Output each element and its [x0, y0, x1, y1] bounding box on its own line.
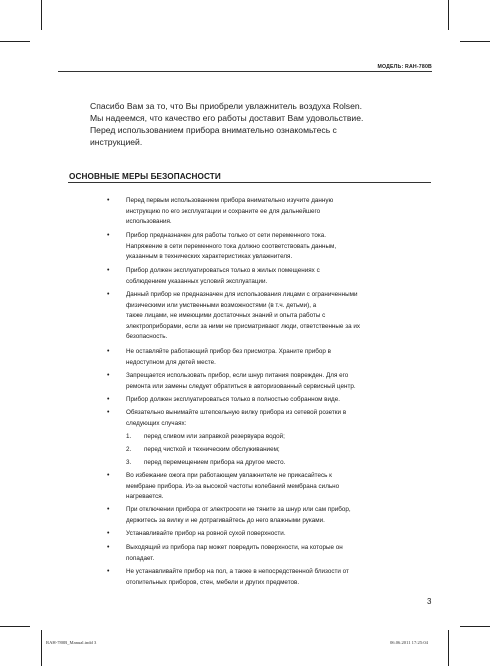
- bullet: •: [107, 506, 110, 513]
- list-item-line: Прибор должен эксплуатироваться только в жилых помещениях с: [126, 267, 320, 274]
- footer-datetime: 06.06.2011 17:25:04: [390, 640, 428, 645]
- list-item-line: указанным в технических характеристиках увлажнителя.: [126, 253, 293, 261]
- list-item-line: Перед первым использованием прибора внимательно изучите данную: [126, 197, 334, 204]
- list-item: [107, 371, 436, 392]
- list-item-line: Не оставляйте работающий прибор без присмотра. Храните прибор в: [126, 348, 331, 355]
- list-item-line: Прибор предназначен для работы только от сети переменного тока.: [126, 232, 327, 239]
- sub-item-text: перед чисткой и техническим обслуживанием;: [144, 446, 280, 453]
- sub-item-number: 2.: [126, 446, 132, 453]
- list-item-line: Данный прибор не предназначен для использования лицами с ограниченными: [126, 291, 358, 298]
- bullet: •: [107, 197, 110, 204]
- header-rule: [58, 71, 432, 72]
- list-item-line: также лицами, не имеющими достаточных знаний и опыта работы с: [126, 312, 326, 320]
- intro-line: инструкцией.: [90, 137, 143, 147]
- bullet: •: [107, 396, 110, 403]
- list-item: [107, 505, 436, 526]
- list-item-line: физическими или умственными возможностями (в т.ч. детьми), а: [126, 301, 317, 309]
- crop-mark-bottom-left-h: [0, 626, 30, 627]
- list-item-line: Обязательно вынимайте штепсельную вилку прибора из сетевой розетки в: [126, 409, 347, 416]
- list-item-line: ремонта или замены следует обратиться в авторизованный сервисный центр.: [126, 382, 356, 390]
- list-item: [107, 290, 436, 343]
- list-item-line: Напряжение в сети переменного тока должно соответствовать данным,: [126, 242, 337, 250]
- sub-item-number: 1.: [126, 433, 132, 440]
- list-item-line: нагревается.: [126, 493, 164, 501]
- list-item-line: Запрещается использовать прибор, если шнур питания поврежден. Для его: [126, 372, 349, 379]
- bullet: •: [107, 267, 110, 274]
- intro-line: Перед использованием прибора внимательно ознакомьтесь с: [90, 125, 337, 135]
- list-item-line: Не устанавливайте прибор на пол, а также в непосредственной близости от: [126, 568, 349, 575]
- crop-mark-top-right-v: [448, 0, 449, 30]
- model-label: МОДЕЛЬ: RAH-780B: [377, 64, 432, 70]
- intro-line: Спасибо Вам за то, что Вы приобрели увлажнитель воздуха Rolsen.: [90, 101, 363, 111]
- sub-item-text: перед перемещением прибора на другое место.: [144, 459, 286, 466]
- bullet: •: [107, 409, 110, 416]
- list-item: [107, 529, 436, 540]
- list-item: [107, 266, 436, 287]
- list-item-line: Во избежание ожога при работающем увлажнителе не прикасайтесь к: [126, 472, 332, 479]
- list-item-line: попадает.: [126, 554, 155, 562]
- crop-mark-top-left-h: [0, 41, 30, 42]
- bullet: •: [107, 232, 110, 239]
- sub-item-text: перед сливом или заправкой резервуара водой;: [144, 433, 285, 440]
- bullet: •: [107, 348, 110, 355]
- list-item: [107, 543, 436, 564]
- list-item-line: Устанавливайте прибор на ровной сухой поверхности.: [126, 530, 286, 537]
- bullet: •: [107, 544, 110, 551]
- list-item-line: мембране прибора. Из-за высокой частоты колебаний мембрана сильно: [126, 482, 340, 490]
- crop-mark-top-right-h: [460, 41, 490, 42]
- list-item: [107, 196, 436, 228]
- list-item-line: электроприборами, если за ними не присматривают люди, ответственные за их: [126, 322, 360, 330]
- intro-paragraph: [90, 100, 440, 148]
- list-item-line: отопительных приборов, стен, мебели и других предметов.: [126, 578, 300, 586]
- list-item-line: Выходящий из прибора пар может повредить поверхности, на которые он: [126, 544, 343, 551]
- list-item: [107, 395, 436, 406]
- section-rule: [68, 182, 431, 183]
- list-item-line: использования.: [126, 218, 172, 226]
- bullet: •: [107, 291, 110, 298]
- footer-filename: RAH-780B_Manual.indd 3: [46, 640, 97, 645]
- bullet: •: [107, 372, 110, 379]
- list-item-line: Прибор должен эксплуатироваться только в полностью собранном виде.: [126, 396, 340, 403]
- bullet: •: [107, 472, 110, 479]
- list-item: [107, 567, 436, 588]
- list-item: [107, 408, 436, 429]
- crop-mark-bottom-left-v: [41, 630, 42, 666]
- crop-mark-top-left-v: [41, 0, 42, 30]
- list-item: [107, 231, 436, 263]
- section-title: ОСНОВНЫЕ МЕРЫ БЕЗОПАСНОСТИ: [69, 172, 221, 181]
- list-item: [107, 347, 436, 368]
- bullet: •: [107, 568, 110, 575]
- list-item-line: инструкцию по его эксплуатации и сохраните ее для дальнейшего: [126, 207, 321, 215]
- list-item-line: При отключении прибора от электросети не тяните за шнур или сам прибор,: [126, 506, 351, 513]
- sub-item-number: 3.: [126, 459, 132, 466]
- list-item-line: соблюдением указанных условий эксплуатации.: [126, 277, 268, 285]
- list-item-line: безопасность.: [126, 333, 168, 341]
- crop-mark-bottom-right-v: [448, 630, 449, 666]
- list-item: [107, 471, 436, 503]
- list-item-line: недоступном для детей месте.: [126, 358, 216, 366]
- bullet: •: [107, 530, 110, 537]
- list-item-line: следующих случаях:: [126, 419, 187, 427]
- list-item-line: держитесь за вилку и не дотрагивайтесь до него влажными руками.: [126, 516, 325, 524]
- intro-line: Мы надеемся, что качество его работы доставит Вам удовольствие.: [90, 113, 364, 123]
- crop-mark-bottom-right-h: [460, 626, 490, 627]
- page-number: 3: [427, 597, 432, 606]
